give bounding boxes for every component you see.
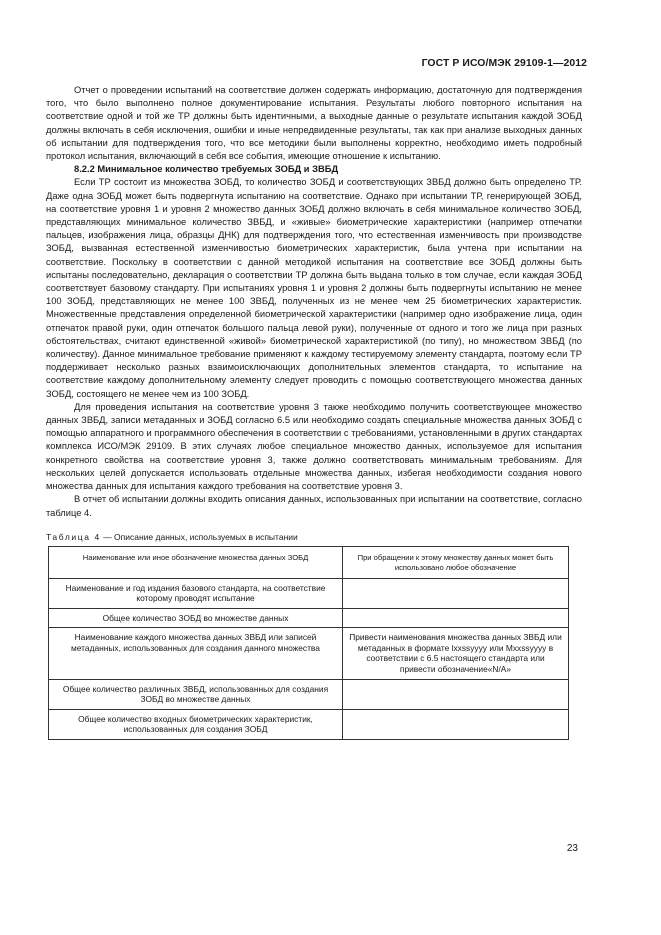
table-header-row bbox=[49, 546, 569, 578]
table-cell: Общее количество различных ЗВБД, использованных для создания ЗОБД во множестве данных bbox=[49, 679, 343, 709]
section-heading: 8.2.2 Минимальное количество требуемых ЗОБД и ЗВБД bbox=[74, 164, 339, 175]
table-cell: Наименование каждого множества данных ЗВБД или записей метаданных, использованных для создания данного множества bbox=[49, 628, 343, 679]
data-description-table bbox=[48, 546, 569, 740]
table-caption bbox=[46, 532, 582, 542]
table-caption-text: — Описание данных, используемых в испытании bbox=[100, 531, 298, 542]
page-number: 23 bbox=[566, 843, 578, 854]
table-row bbox=[49, 679, 569, 709]
table-row bbox=[49, 709, 569, 739]
table-cell bbox=[343, 608, 569, 628]
paragraph: В отчет об испытании должны входить описания данных, использованных при испытании на соответствие, согласно таблице 4. bbox=[46, 494, 582, 518]
table-row bbox=[49, 578, 569, 608]
table-cell bbox=[343, 709, 569, 739]
paragraph: Отчет о проведении испытаний на соответствие должен содержать информацию, достаточную для подтверждения того, что было выполнено полное документирование испытания. Результаты любого повторного испытания на соответствие одной и той же ТР должны быть идентичными, а выходные данные о результате испытания каждой ЗОБД должны включать в себя исключения, ошибки и иные непредвиденные результаты, так как при анализе выходных данных об испытании для подтверждения того, что все методики были выполнены корректно, необходимо иметь подробный протокол испытания, включающий в себя все события, имеющие отношение к испытанию. bbox=[46, 85, 582, 162]
paragraph: Для проведения испытания на соответствие уровня 3 также необходимо получить соответствующее множество данных ЗВБД, записи метаданных и ЗОБД согласно 6.5 или необходимо создать специальные множества данных ЗОБД с помощью аппаратного и программного обеспечения в соответствии с требованиями, установленными в других стандартах комплекса ИСО/МЭК 29109. В этих случаях любое специальное множество данных, используемое для испытания конкретного свойства на соответствие уровня 3, также должно соответствовать минимальным требованиям. Для нескольких целей допускается использовать отдельные множества данных, избегая необходимости создания нового множества данных для испытания каждого требования на соответствие уровня 3. bbox=[46, 401, 582, 492]
table-cell bbox=[343, 578, 569, 608]
table-cell: Привести наименования множества данных ЗВБД или метаданных в формате lxxssyyyy или Mxxssyyyy в соответствии с 6.5 настоящего стандарта или привести обозначение«N/A» bbox=[343, 628, 569, 679]
table-caption-label: Таблица 4 bbox=[46, 531, 101, 542]
table-row bbox=[49, 628, 569, 679]
table-header-cell: Наименование или иное обозначение множества данных ЗОБД bbox=[49, 546, 343, 578]
table-cell bbox=[343, 679, 569, 709]
document-header: ГОСТ Р ИСО/МЭК 29109-1—2012 bbox=[421, 58, 587, 69]
page-content bbox=[46, 84, 582, 740]
table-header-cell: При обращении к этому множеству данных может быть использовано любое обозначение bbox=[343, 546, 569, 578]
table-cell: Общее количество входных биометрических характеристик, использованных для создания ЗОБД bbox=[49, 709, 343, 739]
table-cell: Общее количество ЗОБД во множестве данных bbox=[49, 608, 343, 628]
paragraph: Если ТР состоит из множества ЗОБД, то количество ЗОБД и соответствующих ЗВБД должно быть определено ТР. Даже одна ЗОБД может быть подвергнута испытанию на соответствие. Однако при испытании ТР, генерирующей ЗОБД, на соответствие уровня 1 и уровня 2 множество данных ЗОБД должно включать в себя минимальное количество ЗОБД, представляющих минимальное количество ЗВБД, и «живые» биометрические характеристики (например отпечатки пальцев, изображения лица, образцы ДНК) для подтверждения того, что естественная изменчивость при производстве ЗОБД, вызванная естественной изменчивостью биометрических характеристик, была учтена при испытании на соответствие. Поскольку в соответствии с данной методикой испытания на соответствие все ЗОБД должны быть испытаны последовательно, декларация о соответствии ТР должна быть выдана только в том случае, если каждая ЗОБД соответствует базовому стандарту. При испытаниях уровня 1 и уровня 2 должны быть подвергнуты испытанию не менее 100 ЗОБД, представляющих не менее 100 ЗВБД, полученных из не менее чем 25 биометрических характеристик. Множественные представления определенной биометрической характеристики (например одно изображение лица, один отпечаток правой руки, один отпечаток большого пальца левой руки), полученные от одного и того же лица при разных обстоятельствах, считают единственной «живой» биометрической характеристикой (по типу), но множеством ЗВБД (по количеству). Данное минимальное требование применяют к каждому тестируемому элементу стандарта, поэтому если ТР поддерживает несколько разных взаимоисключающих дополнительных элементов стандарта, то испытание на соответствие каждому дополнительному элементу следует проводить с помощью соответствующего множества данных ЗОБД, состоящего не менее чем из 100 ЗОБД. bbox=[46, 177, 582, 399]
table-cell: Наименование и год издания базового стандарта, на соответствие которому проводят испытание bbox=[49, 578, 343, 608]
table-row bbox=[49, 608, 569, 628]
